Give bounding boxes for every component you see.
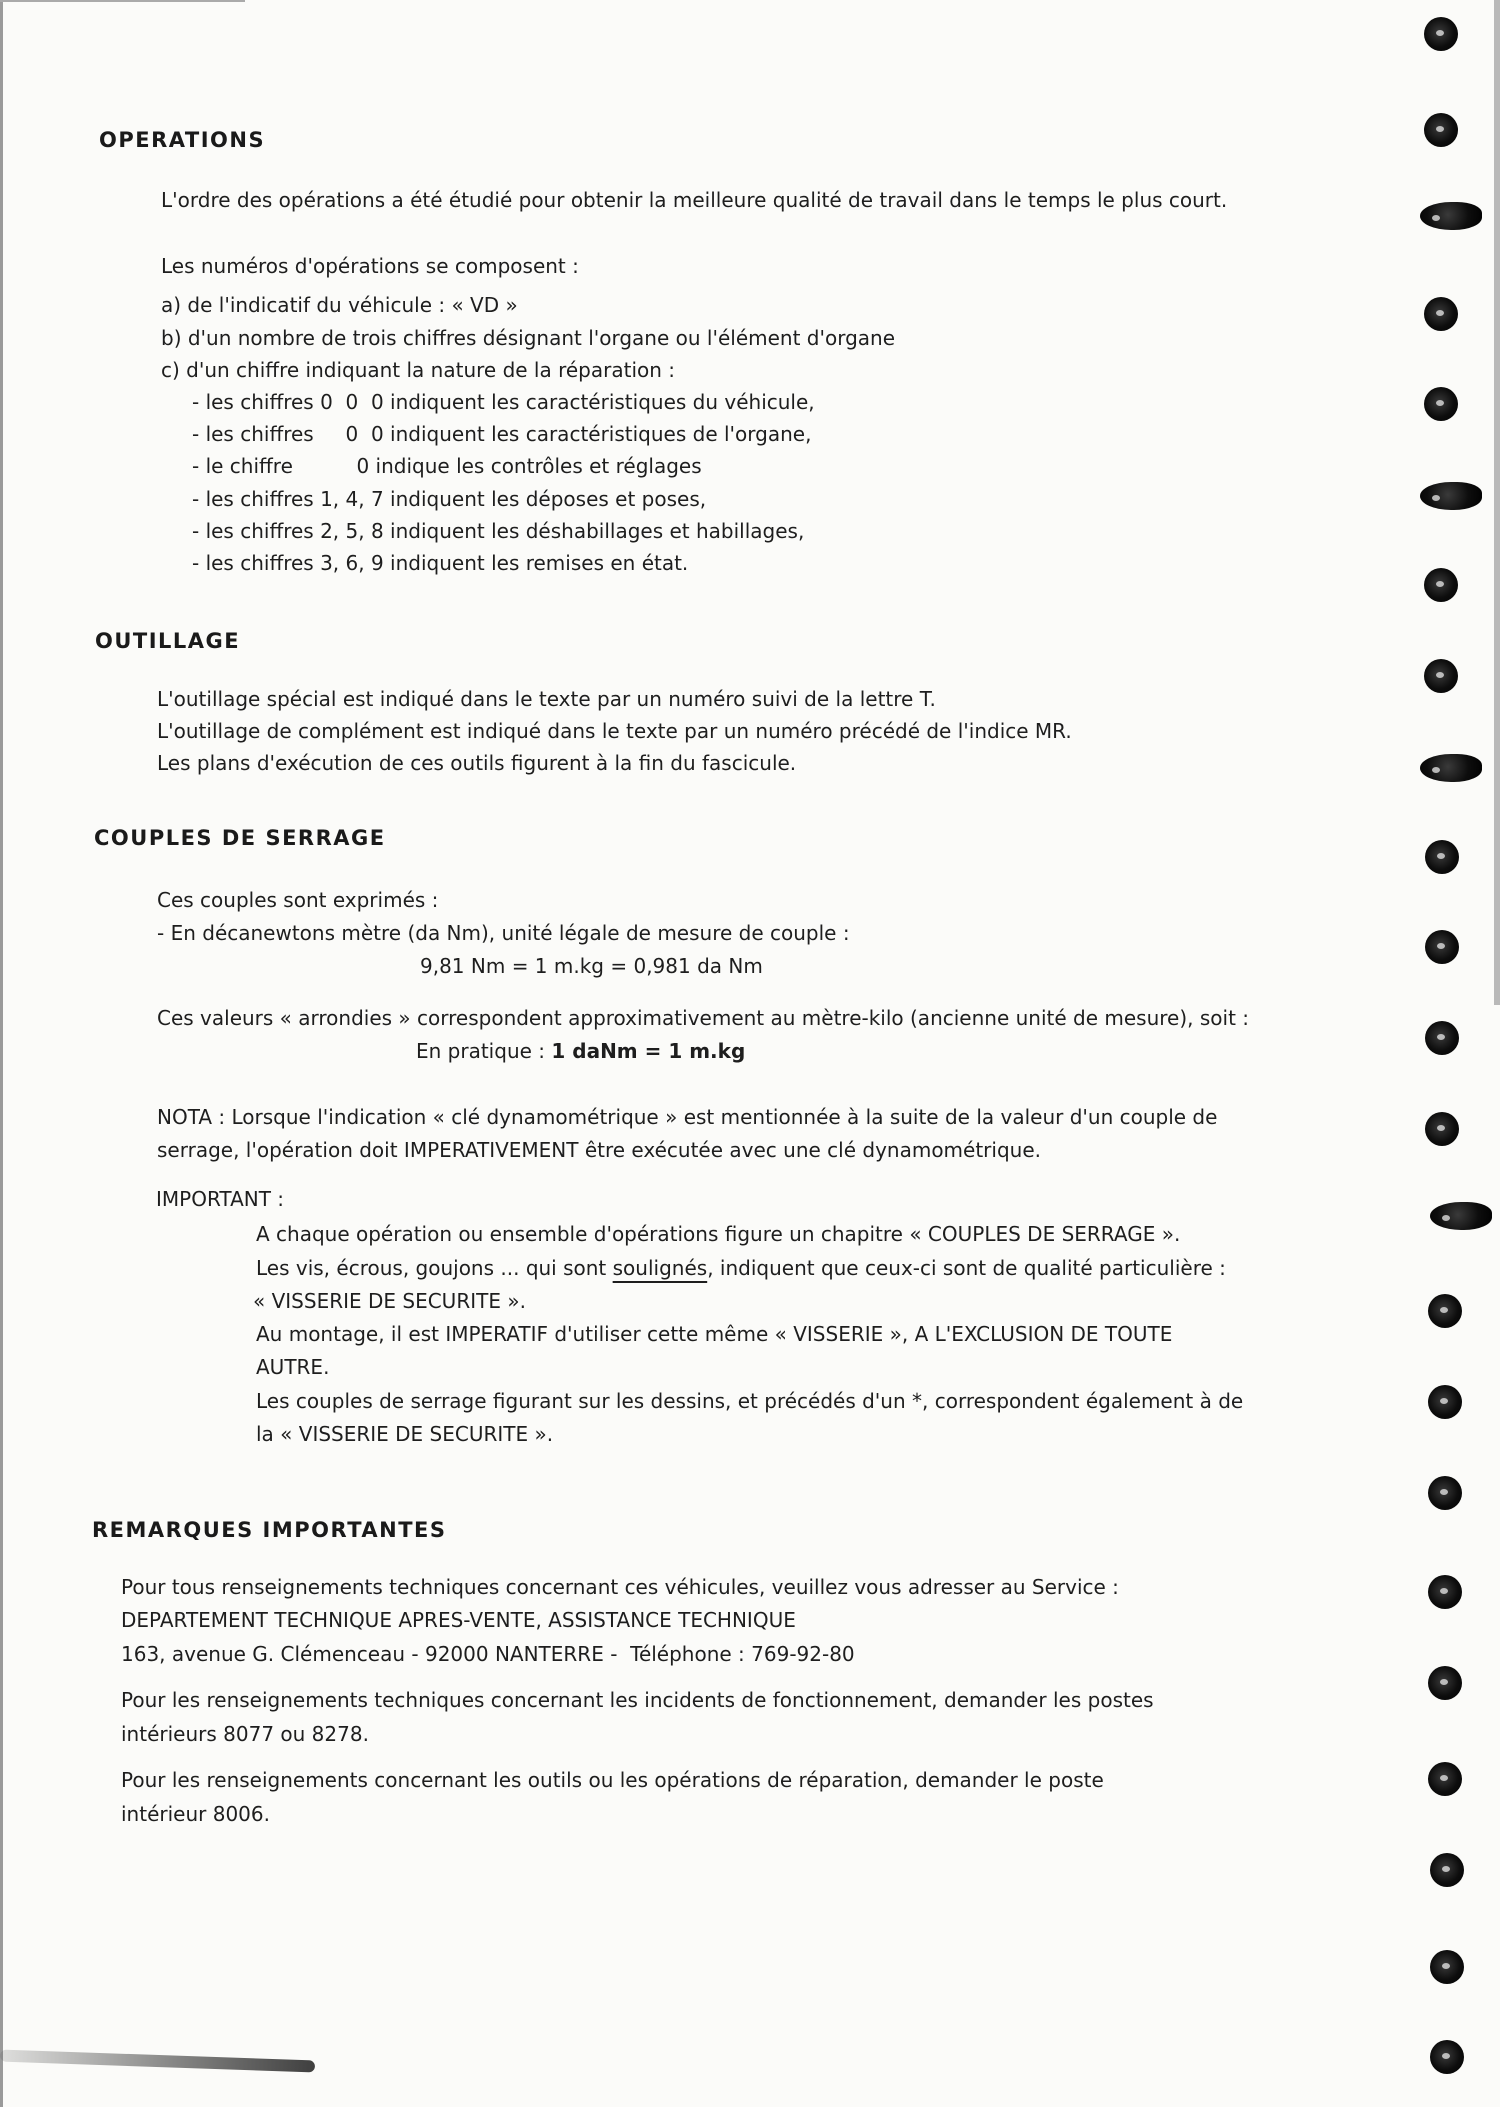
binder-hole-icon — [1424, 659, 1458, 693]
operations-subitem: - les chiffres 3, 6, 9 indiquent les remises en état. — [192, 551, 689, 575]
important-title: IMPORTANT : — [156, 1187, 285, 1211]
operations-subitem: - les chiffres 2, 5, 8 indiquent les déshabillages et habillages, — [192, 519, 805, 543]
remarques-line: 163, avenue G. Clémenceau - 92000 NANTERRE - Téléphone : 769-92-80 — [121, 1642, 855, 1666]
remarques-line: DEPARTEMENT TECHNIQUE APRES-VENTE, ASSISTANCE TECHNIQUE — [121, 1608, 796, 1632]
page-left-edge — [0, 0, 3, 2107]
scan-smudge — [0, 2050, 315, 2073]
remarques-line: Pour les renseignements techniques concernant les incidents de fonctionnement, demander les postes — [121, 1688, 1154, 1712]
operations-item-a: a) de l'indicatif du véhicule : « VD » — [161, 293, 518, 317]
binder-hole-icon — [1424, 297, 1458, 331]
binder-hole-icon — [1420, 754, 1482, 782]
binder-hole-icon — [1424, 113, 1458, 147]
pratique-label: En pratique : — [416, 1039, 552, 1063]
important-text: , indiquent que ceux-ci sont de qualité particulière : — [707, 1256, 1226, 1280]
binder-hole-icon — [1420, 202, 1482, 230]
couples-nota-line: NOTA : Lorsque l'indication « clé dynamométrique » est mentionnée à la suite de la valeur d'un couple de — [157, 1105, 1218, 1129]
remarques-heading: REMARQUES IMPORTANTES — [92, 1518, 447, 1542]
remarques-line: intérieurs 8077 ou 8278. — [121, 1722, 369, 1746]
outillage-heading: OUTILLAGE — [95, 629, 241, 653]
operations-subitem: - les chiffres 1, 4, 7 indiquent les déposes et poses, — [192, 487, 707, 511]
important-line: Les couples de serrage figurant sur les dessins, et précédés d'un *, correspondent également à de — [256, 1389, 1244, 1413]
operations-heading: OPERATIONS — [99, 128, 266, 152]
couples-expr-line: - En décanewtons mètre (da Nm), unité légale de mesure de couple : — [157, 921, 850, 945]
binder-hole-icon — [1430, 2040, 1464, 2074]
binder-hole-icon — [1430, 1853, 1464, 1887]
important-line — [256, 1258, 1226, 1278]
binder-hole-icon — [1425, 930, 1459, 964]
operations-intro: L'ordre des opérations a été étudié pour obtenir la meilleure qualité de travail dans le temps le plus court. — [161, 188, 1228, 212]
important-line: A chaque opération ou ensemble d'opérations figure un chapitre « COUPLES DE SERRAGE ». — [256, 1222, 1181, 1246]
pratique-value: 1 daNm = 1 m.kg — [551, 1039, 746, 1063]
outillage-line: L'outillage spécial est indiqué dans le texte par un numéro suivi de la lettre T. — [157, 687, 936, 711]
binder-holes — [1420, 0, 1500, 2107]
binder-hole-icon — [1430, 1950, 1464, 1984]
remarques-line: Pour tous renseignements techniques concernant ces véhicules, veuillez vous adresser au Service : — [121, 1575, 1119, 1599]
couples-expr-intro: Ces couples sont exprimés : — [157, 888, 439, 912]
binder-hole-icon — [1428, 1762, 1462, 1796]
binder-hole-icon — [1420, 482, 1482, 510]
underlined-word: soulignés — [612, 1256, 708, 1280]
remarques-line: Pour les renseignements concernant les outils ou les opérations de réparation, demander le poste — [121, 1768, 1104, 1792]
important-line: la « VISSERIE DE SECURITE ». — [256, 1422, 554, 1446]
binder-hole-icon — [1428, 1294, 1462, 1328]
operations-item-c: c) d'un chiffre indiquant la nature de la réparation : — [161, 358, 676, 382]
couples-nota-line: serrage, l'opération doit IMPERATIVEMENT être exécutée avec une clé dynamométrique. — [157, 1138, 1041, 1162]
binder-hole-icon — [1425, 1112, 1459, 1146]
binder-hole-icon — [1428, 1575, 1462, 1609]
binder-hole-icon — [1424, 17, 1458, 51]
couples-rounded: Ces valeurs « arrondies » correspondent approximativement au mètre-kilo (ancienne unité de mesure), soit : — [157, 1006, 1250, 1030]
binder-hole-icon — [1428, 1666, 1462, 1700]
binder-hole-icon — [1425, 840, 1459, 874]
binder-hole-icon — [1428, 1476, 1462, 1510]
important-line: « VISSERIE DE SECURITE ». — [253, 1289, 526, 1313]
outillage-line: Les plans d'exécution de ces outils figurent à la fin du fascicule. — [157, 751, 797, 775]
binder-hole-icon — [1430, 1202, 1492, 1230]
remarques-line: intérieur 8006. — [121, 1802, 270, 1826]
important-text: Les vis, écrous, goujons ... qui sont — [256, 1256, 613, 1280]
couples-pratique — [416, 1041, 745, 1061]
binder-hole-icon — [1424, 568, 1458, 602]
outillage-line: L'outillage de complément est indiqué dans le texte par un numéro précédé de l'indice MR. — [157, 719, 1072, 743]
binder-hole-icon — [1425, 1021, 1459, 1055]
binder-hole-icon — [1428, 1385, 1462, 1419]
couples-heading: COUPLES DE SERRAGE — [94, 826, 386, 850]
page-top-edge — [0, 0, 245, 2]
couples-formula: 9,81 Nm = 1 m.kg = 0,981 da Nm — [420, 954, 763, 978]
operations-item-b: b) d'un nombre de trois chiffres désignant l'organe ou l'élément d'organe — [161, 326, 896, 350]
operations-subitem: - les chiffres 0 0 indiquent les caractéristiques de l'organe, — [192, 422, 812, 446]
important-line: AUTRE. — [256, 1355, 330, 1379]
binder-hole-icon — [1424, 387, 1458, 421]
operations-subitem: - les chiffres 0 0 0 indiquent les caractéristiques du véhicule, — [192, 390, 815, 414]
operations-numbers-intro: Les numéros d'opérations se composent : — [161, 254, 579, 278]
operations-subitem: - le chiffre 0 indique les contrôles et réglages — [192, 454, 702, 478]
important-line: Au montage, il est IMPERATIF d'utiliser cette même « VISSERIE », A L'EXCLUSION DE TOUTE — [256, 1322, 1173, 1346]
